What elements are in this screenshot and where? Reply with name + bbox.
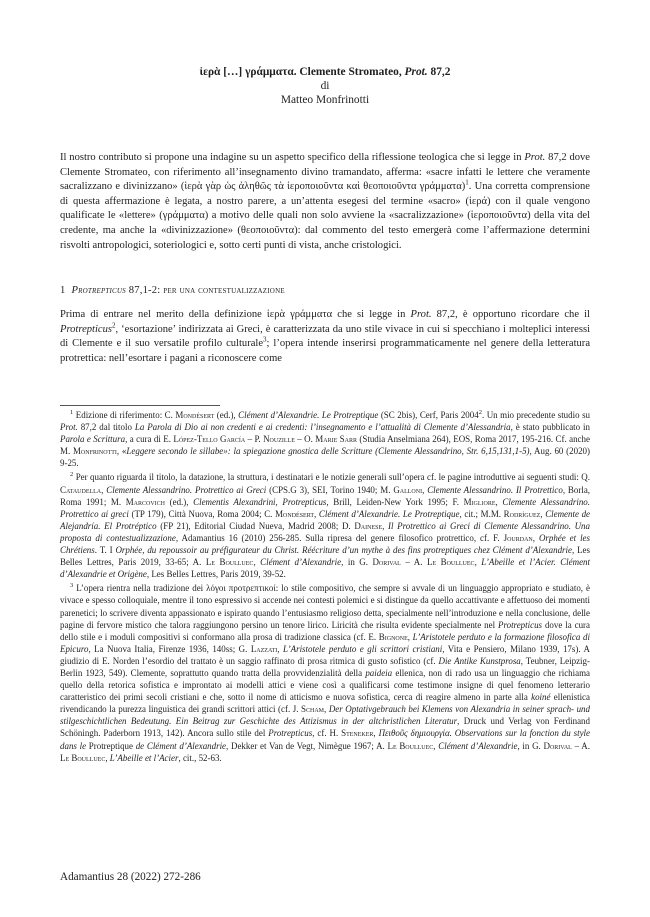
fn-title: Clemente Alessandrino. Protrettico ai greci bbox=[60, 496, 591, 519]
footnote-ref-3[interactable]: 3 bbox=[263, 335, 267, 344]
fn-text: dove la cura dello stile e i moduli compositivi si conformano alla prosa di tradizione classica (cf. E. bbox=[60, 619, 590, 642]
fn-title: Orphée, du repoussoir au préfigurateur du Christ. Réécriture d’un mythe à des fins protreptiques chez Clément d’Alexandrie bbox=[115, 545, 572, 556]
fn-title: L’Abeille et l’Acier bbox=[109, 752, 179, 763]
fn-title: Prot. bbox=[60, 422, 78, 433]
fn-text: , Adamantius 16 (2010) 256-285. Sulla ripresa del genere filosofico protrettico, cf. F. bbox=[175, 532, 504, 543]
fn-text: (SC 2bis), Cerf, Paris 2004 bbox=[378, 410, 479, 420]
fn-title: Clemente de Alejandría. El Protréptico bbox=[60, 508, 591, 531]
fn-title: La Parola di Dio ai non credenti e ai credenti: l’insegnamento e l’attualità di Clemente d’Alessandria bbox=[134, 422, 511, 433]
fn-author: Bignone bbox=[378, 631, 408, 642]
footnote-3 bbox=[60, 582, 590, 763]
fn-text: , bbox=[382, 520, 389, 531]
author-name: Matteo Monfrinotti bbox=[280, 94, 370, 106]
fn-text: , in G. bbox=[517, 740, 544, 751]
fn-text: , Les Belles Lettres, Paris 2019, 39-52. bbox=[146, 569, 286, 580]
fn-author: Le Boulluec bbox=[205, 557, 254, 568]
fn-text: , bbox=[101, 484, 107, 495]
fn-text: Protreptique bbox=[86, 740, 136, 751]
fn-text: , Dekker et Van de Vegt, Nimègue 1967; A. bbox=[226, 740, 388, 751]
fn-title: L’Aristotele perduto e la formazione filosofica di Epicuro bbox=[60, 631, 590, 654]
fn-author: Rodríguez bbox=[503, 508, 541, 519]
body-paragraph bbox=[60, 308, 590, 366]
para-text: ; l’opera intende inserirsi programmaticamente nel genere della letteratura protrettica: nell’esortare i pagani a riconoscere come bbox=[60, 338, 590, 364]
fn-title: Der Optativgebrauch bei Klemens von Alexandria in seiner sprach- und stilgeschichtlichen Bedeutung. Ein Beitrag zur Geschichte des Attizismus in der altchristlichen Literatur bbox=[60, 704, 590, 727]
fn-text: , bbox=[105, 752, 110, 763]
fn-text: , è stato pubblicato in bbox=[510, 422, 590, 433]
fn-title: Il Protrettico ai Greci di Clemente Alessandrino. Una proposta di contestualizzazione bbox=[60, 520, 590, 543]
section-work: Protrepticus bbox=[71, 285, 126, 296]
fn-text: , cf. H. bbox=[312, 728, 342, 739]
fn-author: Lazzati bbox=[250, 643, 278, 654]
fn-text: , bbox=[422, 484, 428, 495]
fn-text: , bbox=[253, 557, 261, 568]
fn-text: (Studia Anselmiana 264), EOS, Roma 2017, 195-216. Cf. anche M. bbox=[60, 434, 590, 457]
fn-text: ellenistica rivendicando la purezza linguistica dei grandi scrittori attici (cf. J. bbox=[60, 692, 590, 715]
fn-author: Scham bbox=[301, 704, 325, 715]
fn-text: . T. I bbox=[94, 545, 116, 556]
fn-title: de Clément d’Alexandrie bbox=[135, 740, 227, 751]
para-text: , ‘esortazione’ indirizzata ai Greci, è caratterizzata da uno stile vivace in cui si specchiano i molteplici interessi di Clemente e il suo versatile profilo culturale bbox=[60, 323, 590, 350]
fn-text: , a cura di E. bbox=[125, 434, 174, 445]
para-work: Protrepticus bbox=[60, 323, 112, 335]
fn-text: , bbox=[277, 643, 284, 654]
article-header bbox=[60, 65, 590, 107]
fn-text: , bbox=[324, 704, 329, 715]
fn-text: , bbox=[532, 532, 539, 543]
title-text: ἱερὰ […] γράμματα. Clemente Stromateo, bbox=[199, 66, 405, 78]
fn-title: Clément d’Alexandrie. Le Protreptique bbox=[318, 508, 460, 519]
footnote-1 bbox=[60, 409, 590, 469]
intro-text: . Una corretta comprensione di questa affermazione è legata, a nostro parere, a un’attenta esegesi del termine «sacro» (ἱερά) con il quale vengono qualificate le «lettere» (γράμματα) a motivo delle quali non solo avviene la «sacralizzazione» (ἱεροποιοῦντα) della vita del credente, ma anche la «divinizzazione» (θεοποιοῦντα): dal commento del testo emergerà come l’affermazione determini risvolti antropologici, soteriologici e, sotto certi punti di vista, anche cristologici. bbox=[60, 181, 590, 251]
fn-author: Dorival bbox=[543, 740, 572, 751]
fn-author: Monfrinotti bbox=[72, 446, 117, 457]
fn-text: , cit., 52-63. bbox=[178, 752, 222, 763]
fn-text: , bbox=[540, 508, 546, 519]
footnotes bbox=[60, 409, 590, 766]
section-number: 1 bbox=[60, 285, 66, 296]
fn-author: Le Boulluec bbox=[426, 557, 475, 568]
footnote-2 bbox=[60, 471, 590, 580]
fn-title: Clementis Alexandrini, Protrepticus bbox=[193, 496, 327, 507]
intro-paragraph bbox=[60, 151, 590, 253]
byline-di: di bbox=[320, 80, 330, 92]
fn-author: Cataudella bbox=[60, 484, 102, 495]
section-heading bbox=[60, 285, 590, 296]
footnote-ref-1[interactable]: 1 bbox=[465, 178, 469, 187]
fn-author: Marie Sarr bbox=[315, 434, 357, 445]
fn-text: L’opera rientra nella tradizione dei λόγοι προτρεπτικοί: lo stile compositivo, che sempre si avvale di un linguaggio appropriato e studiato, è vivace e spesso colloquiale, mentre il tono espressivo si accende nei contesti polemici e si distingue da quello accattivante e affettuoso dei momenti parenetici; lo scrivere diventa appassionato e ispirato quando l’entusiasmo religioso detta, specialmente nell’introduzione e nella conclusione, delle pagine di fervore mistico che talora raggiungono persino un tenore lirico. Liricità che risulta evidente specialmente nel bbox=[60, 583, 591, 630]
fn-text: – A. bbox=[400, 557, 427, 568]
para-work: Prot. bbox=[410, 309, 432, 320]
fn-author: Le Boulluec bbox=[387, 740, 434, 751]
fn-author: Migliore bbox=[463, 496, 496, 507]
fn-title: Die Antike Kunstprosa bbox=[438, 655, 521, 666]
fn-text: 87,2 dal titolo bbox=[77, 422, 135, 433]
fn-title: Clément d’Alexandrie bbox=[260, 557, 342, 568]
intro-text: Il nostro contributo si propone una indagine su un aspetto specifico della riflessione teologica che si legge in bbox=[60, 152, 525, 163]
fn-edition: 2 bbox=[478, 409, 482, 417]
fn-text: (CPS.G 3), SEI, Torino 1940; M. bbox=[266, 484, 394, 495]
fn-text: , bbox=[495, 496, 503, 507]
fn-text: , cit.; M.M. bbox=[459, 508, 504, 519]
fn-text: , La Nuova Italia, Firenze 1936, 140ss; G. bbox=[88, 643, 251, 654]
fn-author: Steneker bbox=[341, 728, 374, 739]
fn-title: Πειθοῦς δημιουργία. Observations sur la fonction du style dans le bbox=[60, 728, 591, 751]
fn-title: Parola e Scrittura bbox=[60, 434, 126, 445]
title-ref: 87,2 bbox=[427, 66, 451, 78]
fn-author: Mondésert bbox=[275, 508, 314, 519]
footnote-ref-2[interactable]: 2 bbox=[111, 321, 116, 330]
footnote-number: 3 bbox=[70, 582, 74, 590]
para-text: 87,2, è opportuno ricordare che il bbox=[431, 309, 590, 320]
fn-author: Dainese bbox=[354, 520, 383, 531]
fn-text: , Vita e Pensiero, Milano 1939, 17s). A giudizio di E. Norden l’esordio del trattato è un saggio raffinato di prosa ritmica di gusto sofistico (cf. bbox=[60, 643, 591, 666]
fn-text: (ed.), bbox=[214, 410, 239, 420]
intro-work: Prot. bbox=[524, 152, 546, 163]
fn-text: Edizione di riferimento: C. bbox=[75, 410, 176, 420]
para-text: Prima di entrare nel merito della definizione ἱερὰ γράμματα che si legge in bbox=[60, 309, 411, 320]
footnote-number: 2 bbox=[70, 471, 74, 479]
fn-text: , Aug. 60 (2020) 9-25. bbox=[60, 446, 590, 469]
article-title bbox=[60, 65, 590, 79]
fn-text: , in G. bbox=[341, 557, 373, 568]
fn-text: . Un mio precedente studio su bbox=[481, 410, 591, 420]
fn-title: L’Aristotele perduto e gli scrittori cristiani bbox=[283, 643, 443, 654]
fn-text: Per quanto riguarda il titolo, la datazione, la struttura, i destinatari e le notizie generali sull’opera cf. le pagine introduttive ai seguenti studi: Q. bbox=[75, 472, 590, 483]
fn-text: , Teubner, Leipzig-Berlin 1923, 549). Clemente, soprattutto quando tratta della provvidenzialità della bbox=[60, 655, 590, 678]
fn-title: Orphée et les Chrétiens bbox=[60, 532, 591, 556]
journal-citation: Adamantius 28 (2022) 272-286 bbox=[60, 871, 201, 883]
fn-author: Marcovich bbox=[125, 496, 166, 507]
fn-text: , « bbox=[116, 446, 127, 457]
fn-text: , Brill, Leiden-New York 1995; F. bbox=[326, 496, 464, 507]
fn-text: , Borla, Roma 1991; M. bbox=[60, 484, 591, 507]
fn-text: – P. bbox=[245, 434, 264, 445]
fn-text: , bbox=[433, 740, 439, 751]
fn-title: paideia bbox=[365, 667, 393, 678]
fn-text: , bbox=[373, 728, 379, 739]
fn-title: koiné bbox=[531, 692, 551, 703]
fn-text: (TP 179), Città Nuova, Roma 2004; C. bbox=[128, 508, 276, 519]
fn-author: Jourdan bbox=[503, 532, 533, 543]
fn-title: Clemente Alessandrino. Il Protrettico bbox=[427, 484, 563, 495]
fn-title: Protrepticus bbox=[498, 619, 543, 630]
fn-title: Clément d’Alexandrie bbox=[438, 740, 518, 751]
fn-title: L’Abeille et l’Acier. Clément d’Alexandrie et Origène bbox=[60, 557, 590, 580]
fn-text: , bbox=[407, 631, 413, 642]
title-work: Prot. bbox=[404, 66, 428, 78]
fn-text: , bbox=[314, 508, 319, 519]
fn-text: (FP 21), Editorial Ciudad Nueva, Madrid 2008; D. bbox=[156, 520, 355, 531]
fn-author: López-Tello García bbox=[173, 434, 246, 445]
intro-text: 87,2 dove Clemente Stromateo, con riferimento all’insegnamento divino tramandato, afferma: «sacre infatti le lettere che veramente sacralizzano e divinizzano» (ἱερὰ γὰρ ὡς ἀληθῶς τὰ ἱεροποιοῦντα καὶ θεοποιοῦντα γράμματα) bbox=[60, 152, 590, 193]
fn-text: , Druck und Verlag von Ferdinand Schöningh. Paderborn 1913, 142). Ancora sullo stile del bbox=[60, 716, 590, 739]
fn-author: Mondésert bbox=[175, 410, 215, 420]
footnote-number: 1 bbox=[70, 409, 74, 417]
footnote-rule bbox=[60, 405, 220, 406]
fn-text: , Les Belles Lettres, Paris 2019, 33-65; A. bbox=[60, 545, 590, 568]
section-title: 87,1-2: per una contestualizzazione bbox=[125, 285, 285, 296]
fn-author: Galloni bbox=[393, 484, 423, 495]
fn-text: , bbox=[474, 557, 482, 568]
fn-title: Clément d’Alexandrie. Le Protreptique bbox=[238, 410, 379, 420]
fn-title: Leggere secondo le sillabe»: la spiegazione gnostica delle Scritture (Clemente Alessandrino, Str. 6,15,131,1-5) bbox=[126, 446, 530, 457]
fn-text: ellenica, non di rado usa un linguaggio che richiama quello della retorica sofistica e improntato ai modelli attici e viene così a qualificarsi come testimone insigne di quel fenomeno letterario caratteristico dei primi secoli cristiani e che, sotto il nome di atticismo e nuova sofistica, cerca di reagire almeno in parte alla bbox=[60, 667, 590, 703]
fn-title: Protrepticus bbox=[268, 728, 313, 739]
fn-text: – O. bbox=[294, 434, 316, 445]
fn-author: Le Boulluec bbox=[60, 752, 106, 763]
fn-title: Clemente Alessandrino. Protrettico ai Greci bbox=[106, 484, 267, 495]
fn-author: Dorival bbox=[372, 557, 401, 568]
fn-author: Nouzille bbox=[263, 434, 295, 445]
fn-text: – A. bbox=[571, 740, 590, 751]
fn-text: (ed.), bbox=[165, 496, 194, 507]
